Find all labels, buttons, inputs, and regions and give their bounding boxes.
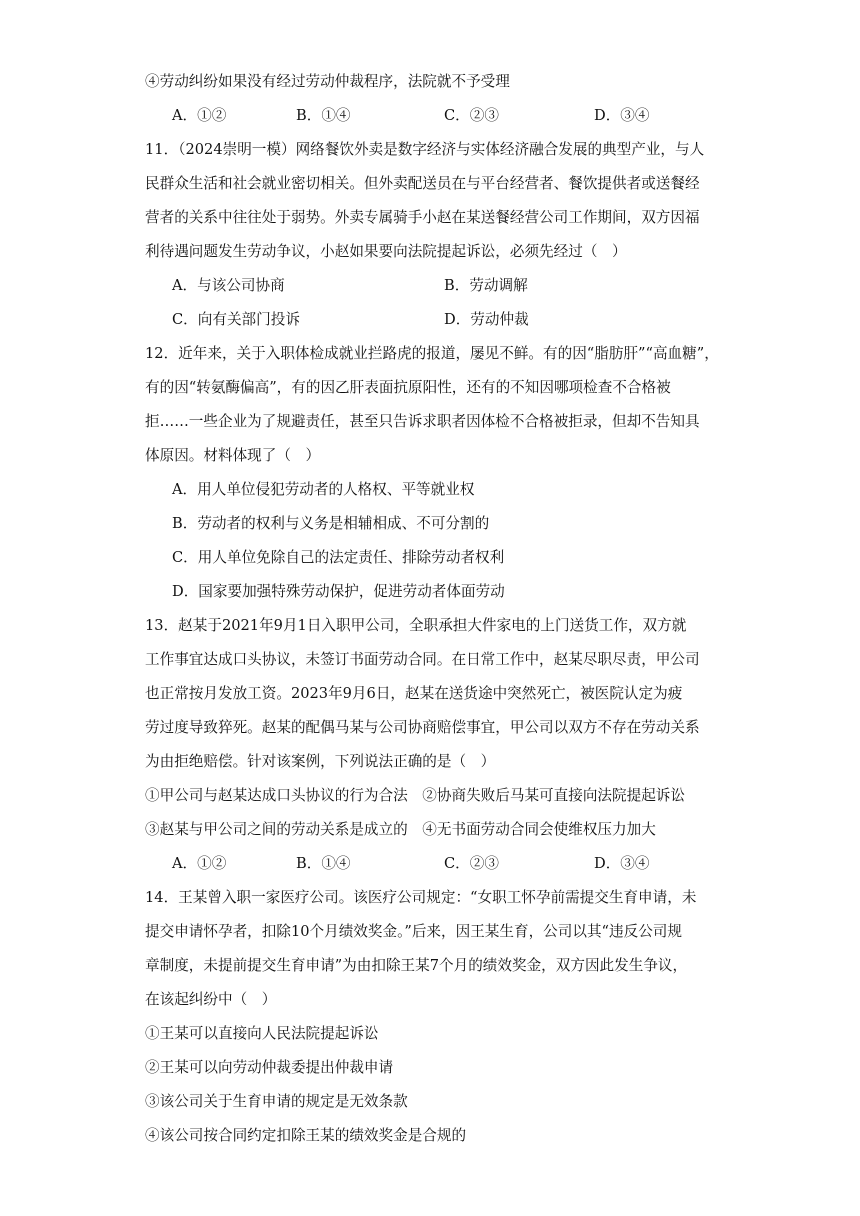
q11-option-d[interactable]: D．劳动仲裁 — [444, 311, 529, 328]
q12-option-d[interactable]: D．国家要加强特殊劳动保护，促进劳动者体面劳动 — [172, 583, 505, 600]
q12-option-c[interactable]: C．用人单位免除自己的法定责任、排除劳动者权利 — [172, 549, 505, 566]
q11-stem-line: 营者的关系中往往处于弱势。外卖专属骑手小赵在某送餐经营公司工作期间，双方因福 — [145, 209, 700, 226]
q11-option-a[interactable]: A．与该公司协商 — [172, 277, 285, 294]
q13-option-d[interactable]: D．③④ — [594, 855, 650, 872]
q12-stem-line: 12．近年来，关于入职体检成就业拦路虎的报道，屡见不鲜。有的因“脂肪肝”“高血糖”， — [145, 345, 719, 362]
q10-option-b[interactable]: B．①④ — [296, 107, 351, 124]
q14-statement-2: ②王某可以向劳动仲裁委提出仲裁申请 — [145, 1059, 394, 1076]
q14-stem-line: 14．王某曾入职一家医疗公司。该医疗公司规定：“女职工怀孕前需提交生育申请，未 — [145, 889, 697, 906]
q14-statement-3: ③该公司关于生育申请的规定是无效条款 — [145, 1093, 408, 1110]
q13-stem-line: 为由拒绝赔偿。针对该案例，下列说法正确的是（ ） — [145, 753, 496, 770]
q10-option-d[interactable]: D．③④ — [594, 107, 650, 124]
q13-stem-line: 13．赵某于2021年9月1日入职甲公司，全职承担大件家电的上门送货工作，双方就 — [145, 617, 687, 634]
q12-option-b[interactable]: B．劳动者的权利与义务是相辅相成、不可分割的 — [172, 515, 490, 532]
q14-stem-line: 章制度，未提前提交生育申请”为由扣除王某7个月的绩效奖金，双方因此发生争议， — [145, 957, 688, 974]
q14-stem-line: 在该起纠纷中（ ） — [145, 991, 277, 1008]
q10-statement-4: ④劳动纠纷如果没有经过劳动仲裁程序，法院就不予受理 — [145, 73, 510, 90]
q13-stem-line: 也正常按月发放工资。2023年9月6日，赵某在送货途中突然死亡，被医院认定为疲 — [145, 685, 683, 702]
q13-option-b[interactable]: B．①④ — [296, 855, 351, 872]
q13-option-a[interactable]: A．①② — [172, 855, 227, 872]
q12-option-a[interactable]: A．用人单位侵犯劳动者的人格权、平等就业权 — [172, 481, 475, 498]
q10-option-a[interactable]: A．①② — [172, 107, 227, 124]
q14-stem-line: 提交申请怀孕者，扣除10个月绩效奖金。”后来，因王某生育，公司以其“违反公司规 — [145, 923, 682, 940]
q12-stem-line: 有的因“转氨酶偏高”，有的因乙肝表面抗原阳性，还有的不知因哪项检查不合格被 — [145, 379, 671, 396]
q12-stem-line: 体原因。材料体现了（ ） — [145, 447, 321, 464]
q11-stem-line: 利待遇问题发生劳动争议，小赵如果要向法院提起诉讼，必须先经过（ ） — [145, 243, 627, 260]
q12-stem-line: 拒……一些企业为了规避责任，甚至只告诉求职者因体检不合格被拒录，但却不告知具 — [145, 413, 700, 430]
q13-option-c[interactable]: C．②③ — [444, 855, 499, 872]
q11-option-b[interactable]: B．劳动调解 — [444, 277, 528, 294]
q11-stem-line: 民群众生活和社会就业密切相关。但外卖配送员在与平台经营者、餐饮提供者或送餐经 — [145, 175, 700, 192]
q11-option-c[interactable]: C．向有关部门投诉 — [172, 311, 300, 328]
q13-statements-line: ③赵某与甲公司之间的劳动关系是成立的 ④无书面劳动合同会使维权压力加大 — [145, 821, 656, 838]
q11-stem-line: 11．（2024崇明一模）网络餐饮外卖是数字经济与实体经济融合发展的典型产业，与人 — [145, 141, 705, 158]
q13-statements-line: ①甲公司与赵某达成口头协议的行为合法 ②协商失败后马某可直接向法院提起诉讼 — [145, 787, 685, 804]
q14-statement-4: ④该公司按合同约定扣除王某的绩效奖金是合规的 — [145, 1127, 467, 1144]
q13-stem-line: 劳过度导致猝死。赵某的配偶马某与公司协商赔偿事宜，甲公司以双方不存在劳动关系 — [145, 719, 700, 736]
q14-statement-1: ①王某可以直接向人民法院提起诉讼 — [145, 1025, 379, 1042]
q13-stem-line: 工作事宜达成口头协议，未签订书面劳动合同。在日常工作中，赵某尽职尽责，甲公司 — [145, 651, 700, 668]
q10-option-c[interactable]: C．②③ — [444, 107, 499, 124]
